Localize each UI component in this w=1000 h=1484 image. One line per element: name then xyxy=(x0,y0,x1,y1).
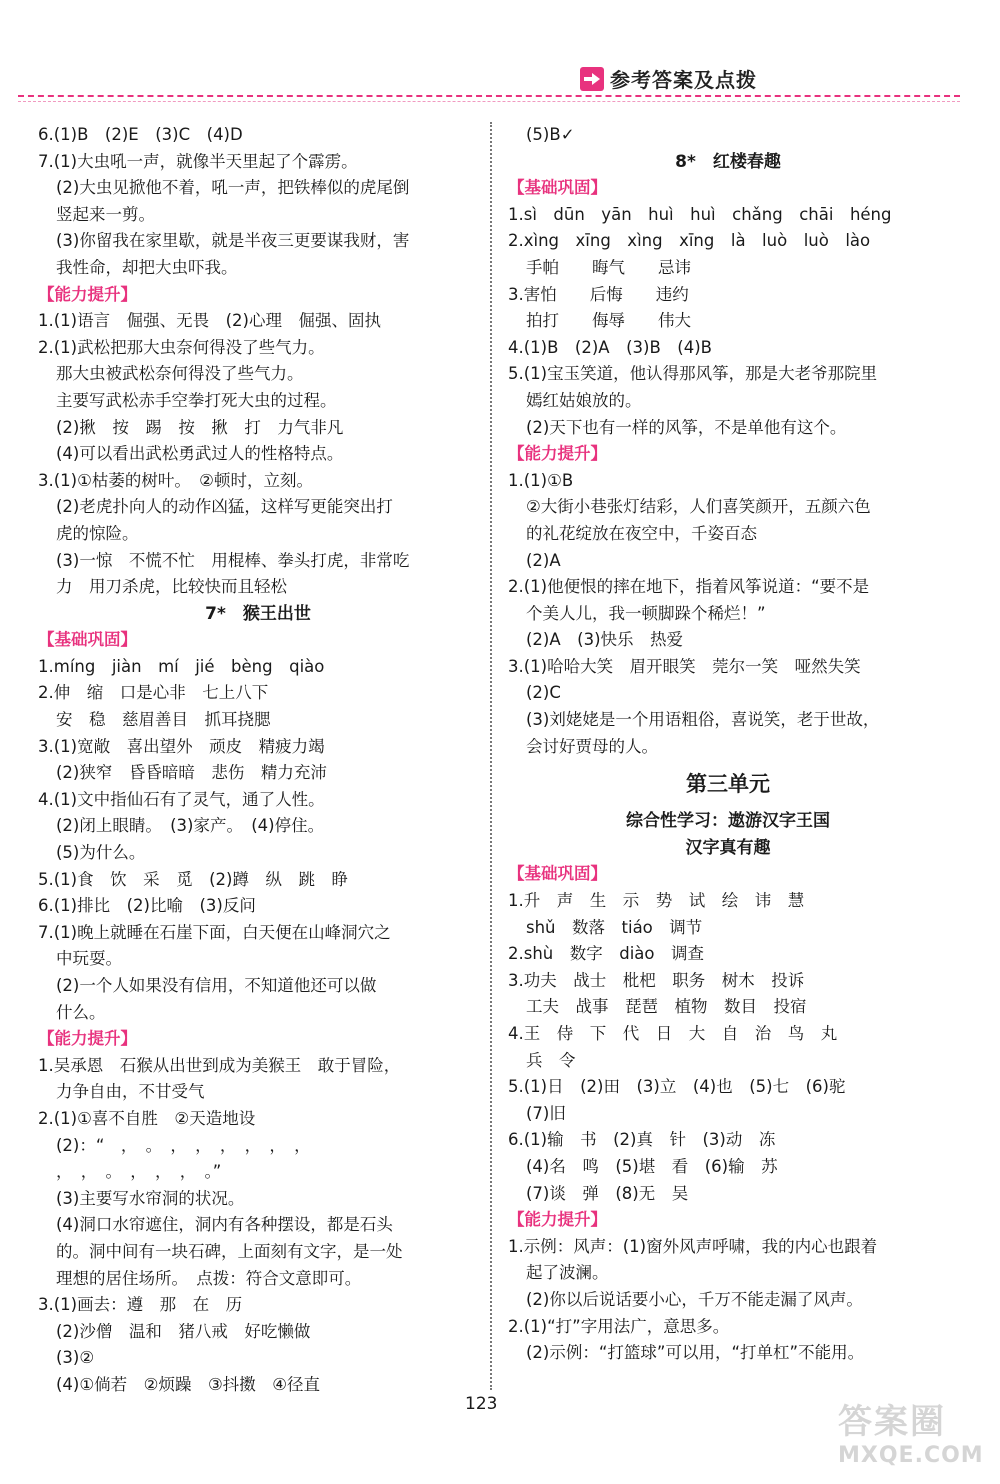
section-heading: 【能力提升】 xyxy=(508,1210,607,1230)
answer-line: 什么。 xyxy=(56,1002,106,1022)
answer-line: (2)你以后说话要小心，千万不能走漏了风声。 xyxy=(526,1289,863,1309)
answer-line: 2.(1)他便恨的摔在地下，指着风筝说道：“要不是 xyxy=(508,577,870,597)
answer-line: 力争自由，不甘受气 xyxy=(56,1082,205,1102)
answer-line: 3.(1)①枯萎的树叶。 ②顿时，立刻。 xyxy=(38,470,313,490)
answer-line: 4.(1)文中指仙石有了灵气，通了人性。 xyxy=(38,789,325,809)
section-heading: 【基础巩固】 xyxy=(38,630,137,650)
answer-line: 2.(1)武松把那大虫奈何得没了些气力。 xyxy=(38,337,325,357)
section-heading: 【基础巩固】 xyxy=(508,864,607,884)
header-title xyxy=(580,64,757,93)
header-divider-secondary xyxy=(18,101,960,102)
answer-line: (2)示例：“打篮球”可以用，“打单杠”不能用。 xyxy=(526,1343,865,1363)
answer-line: (5)为什么。 xyxy=(56,843,146,863)
answer-line: (2)沙僧 温和 猪八戒 好吃懒做 xyxy=(56,1321,311,1341)
answer-line: 6.(1)输 书 (2)真 针 (3)动 冻 xyxy=(508,1130,776,1150)
answer-line: 3.功夫 战士 枇杷 职务 树木 投诉 xyxy=(508,970,805,990)
answer-line: 5.(1)宝玉笑道，他认得那风筝，那是大老爷那院里 xyxy=(508,364,878,384)
answer-line: ②大街小巷张灯结彩，人们喜笑颜开，五颜六色 xyxy=(526,497,871,517)
answer-line: 安 稳 慈眉善目 抓耳挠腮 xyxy=(56,710,271,730)
section-heading: 【能力提升】 xyxy=(38,1029,137,1049)
answer-line: (2)狭窄 昏昏暗暗 悲伤 精力充沛 xyxy=(56,763,327,783)
answer-line: 3.(1)画去：遵 那 在 历 xyxy=(38,1295,243,1315)
answer-line: 2.(1)“打”字用法广，意思多。 xyxy=(508,1316,730,1336)
answer-line: (3)② xyxy=(56,1348,95,1368)
lesson-title: 综合性学习：遨游汉字王国 xyxy=(626,811,830,832)
answer-line: 力 用刀杀虎，比较快而且轻松 xyxy=(56,577,287,597)
section-heading: 【能力提升】 xyxy=(38,284,137,304)
answer-line: 3.(1)宽敞 喜出望外 顽皮 精疲力竭 xyxy=(38,736,325,756)
answer-line: 兵 令 xyxy=(526,1050,576,1070)
page-header xyxy=(0,0,1000,110)
answer-line: 1.升 声 生 示 势 试 绘 讳 慧 xyxy=(508,891,805,911)
answer-line: (2)A xyxy=(526,550,561,570)
section-heading: 【基础巩固】 xyxy=(508,178,607,198)
answer-line: (2)大虫见掀他不着，吼一声，把铁棒似的虎尾倒 xyxy=(56,178,410,198)
answer-line: (3)你留我在家里歇，就是半夜三更要谋我财，害 xyxy=(56,231,410,251)
right-column xyxy=(508,122,948,1367)
answer-line: 那大虫被武松奈何得没了些气力。 xyxy=(56,364,304,384)
answer-line: 4.(1)B (2)A (3)B (4)B xyxy=(508,337,712,357)
answer-line: 6.(1)排比 (2)比喻 (3)反问 xyxy=(38,896,256,916)
answer-line: 拍打 侮辱 伟大 xyxy=(526,311,691,331)
header-title-text: 参考答案及点拨 xyxy=(610,68,757,92)
answer-line: 个美人儿，我一顿脚跺个稀烂！” xyxy=(526,603,766,623)
answer-line: (7)旧 xyxy=(526,1103,566,1123)
answer-line: 的。洞中间有一块石碑，上面刻有文字，是一处 xyxy=(56,1241,403,1261)
lesson-title: 8* 红楼春趣 xyxy=(675,151,781,172)
answer-line: 5.(1)食 饮 采 觅 (2)蹲 纵 跳 睁 xyxy=(38,869,348,889)
answer-line: 2.xìng xīng xìng xīng là luò luò lào xyxy=(508,231,871,251)
answer-line: 1.示例：风声：(1)窗外风声呼啸，我的内心也跟着 xyxy=(508,1236,878,1256)
arrow-right-icon xyxy=(580,67,604,91)
answer-line: (3)一惊 不慌不忙 用棍棒、拳头打虎，非常吃 xyxy=(56,550,410,570)
answer-line: shǔ 数落 tiáo 调节 xyxy=(526,917,703,937)
answer-line: 嫣红姑娘放的。 xyxy=(526,390,642,410)
answer-line: 1.sì dūn yān huì huì chǎng chāi héng xyxy=(508,204,892,224)
column-divider xyxy=(490,122,492,1390)
answer-line: 3.(1)哈哈大笑 眉开眼笑 莞尔一笑 哑然失笑 xyxy=(508,656,861,676)
answer-line: (2)老虎扑向人的动作凶猛，这样写更能突出打 xyxy=(56,497,393,517)
answer-line: 起了波澜。 xyxy=(526,1263,609,1283)
answer-line: (4)可以看出武松勇武过人的性格特点。 xyxy=(56,444,344,464)
answer-line: (2)一个人如果没有信用，不知道他还可以做 xyxy=(56,976,377,995)
answer-line: 理想的居住场所。 点拨：符合文意即可。 xyxy=(56,1268,362,1288)
answer-line: (5)B✓ xyxy=(526,125,575,144)
answer-line: 我性命，却把大虫吓我。 xyxy=(56,257,238,277)
answer-line: 1.(1)①B xyxy=(508,470,574,490)
answer-line: 4.王 侍 下 代 日 大 自 治 鸟 丸 xyxy=(508,1024,838,1043)
answer-line: 7.(1)晚上就睡在石崖下面，白天便在山峰洞穴之 xyxy=(38,922,391,942)
answer-line: 会讨好贾母的人。 xyxy=(526,736,658,756)
answer-line: ， ， 。 ， ， ， 。” xyxy=(56,1162,222,1182)
answer-line: (4)名 鸣 (5)堪 看 (6)输 苏 xyxy=(526,1156,778,1176)
answer-line: 2.(1)①喜不自胜 ②天造地设 xyxy=(38,1108,256,1128)
answer-line: (2)揪 按 踢 按 揪 打 力气非凡 xyxy=(56,417,344,437)
answer-line: 手帕 晦气 忌讳 xyxy=(526,257,691,277)
answer-line: 工夫 战事 琵琶 植物 数目 投宿 xyxy=(526,997,807,1017)
watermark-top: 答案圈 xyxy=(838,1402,946,1442)
answer-line: 5.(1)日 (2)田 (3)立 (4)也 (5)七 (6)驼 xyxy=(508,1077,846,1097)
lesson-title: 7* 猴王出世 xyxy=(205,603,311,624)
answer-line: 主要写武松赤手空拳打死大虫的过程。 xyxy=(56,390,337,410)
answer-line: 1.吴承恩 石猴从出世到成为美猴王 敢于冒险， xyxy=(38,1055,401,1075)
answer-line: (4)①倘若 ②烦躁 ③抖擞 ④径直 xyxy=(56,1374,321,1394)
answer-line: (3)主要写水帘洞的状况。 xyxy=(56,1188,245,1208)
left-column xyxy=(38,122,478,1399)
answer-line: 6.(1)B (2)E (3)C (4)D xyxy=(38,125,243,144)
answer-line: (2)A (3)快乐 热爱 xyxy=(526,630,684,650)
answer-line: (2)：“ ， 。 ， ， ， ， ， ， xyxy=(56,1135,311,1155)
answer-line: 的礼花绽放在夜空中，千姿百态 xyxy=(526,523,757,543)
answer-line: (2)天下也有一样的风筝，不是单他有这个。 xyxy=(526,417,847,437)
lesson-title: 第三单元 xyxy=(686,772,770,797)
answer-line: 1.(1)语言 倔强、无畏 (2)心理 倔强、固执 xyxy=(38,311,381,331)
answer-line: (2)C xyxy=(526,683,561,703)
header-divider xyxy=(18,95,960,97)
answer-line: 虎的惊险。 xyxy=(56,523,139,543)
answer-line: 2.shù 数字 diào 调查 xyxy=(508,944,705,964)
answer-line: 7.(1)大虫吼一声，就像半天里起了个霹雳。 xyxy=(38,151,358,171)
answer-line: 竖起来一剪。 xyxy=(56,204,155,224)
answer-line: (4)洞口水帘遮住，洞内有各种摆设，都是石头 xyxy=(56,1215,393,1235)
watermark-logo xyxy=(838,1394,984,1474)
section-heading: 【能力提升】 xyxy=(508,444,607,464)
page-number: 123 xyxy=(465,1394,498,1414)
answer-line: 中玩耍。 xyxy=(56,949,122,969)
answer-line: 1.míng jiàn mí jié bèng qiào xyxy=(38,656,325,676)
watermark-url: MXQE.COM xyxy=(838,1443,984,1468)
answer-line: (3)刘姥姥是一个用语粗俗，喜说笑，老于世故， xyxy=(526,710,880,730)
lesson-title: 汉字真有趣 xyxy=(685,837,771,858)
answer-line: 3.害怕 后悔 违约 xyxy=(508,284,689,304)
answer-line: 2.伸 缩 口是心非 七上八下 xyxy=(38,683,269,703)
answer-line: (2)闭上眼睛。 (3)家产。 (4)停住。 xyxy=(56,816,325,836)
answer-line: (7)谈 弹 (8)无 吴 xyxy=(526,1183,689,1203)
